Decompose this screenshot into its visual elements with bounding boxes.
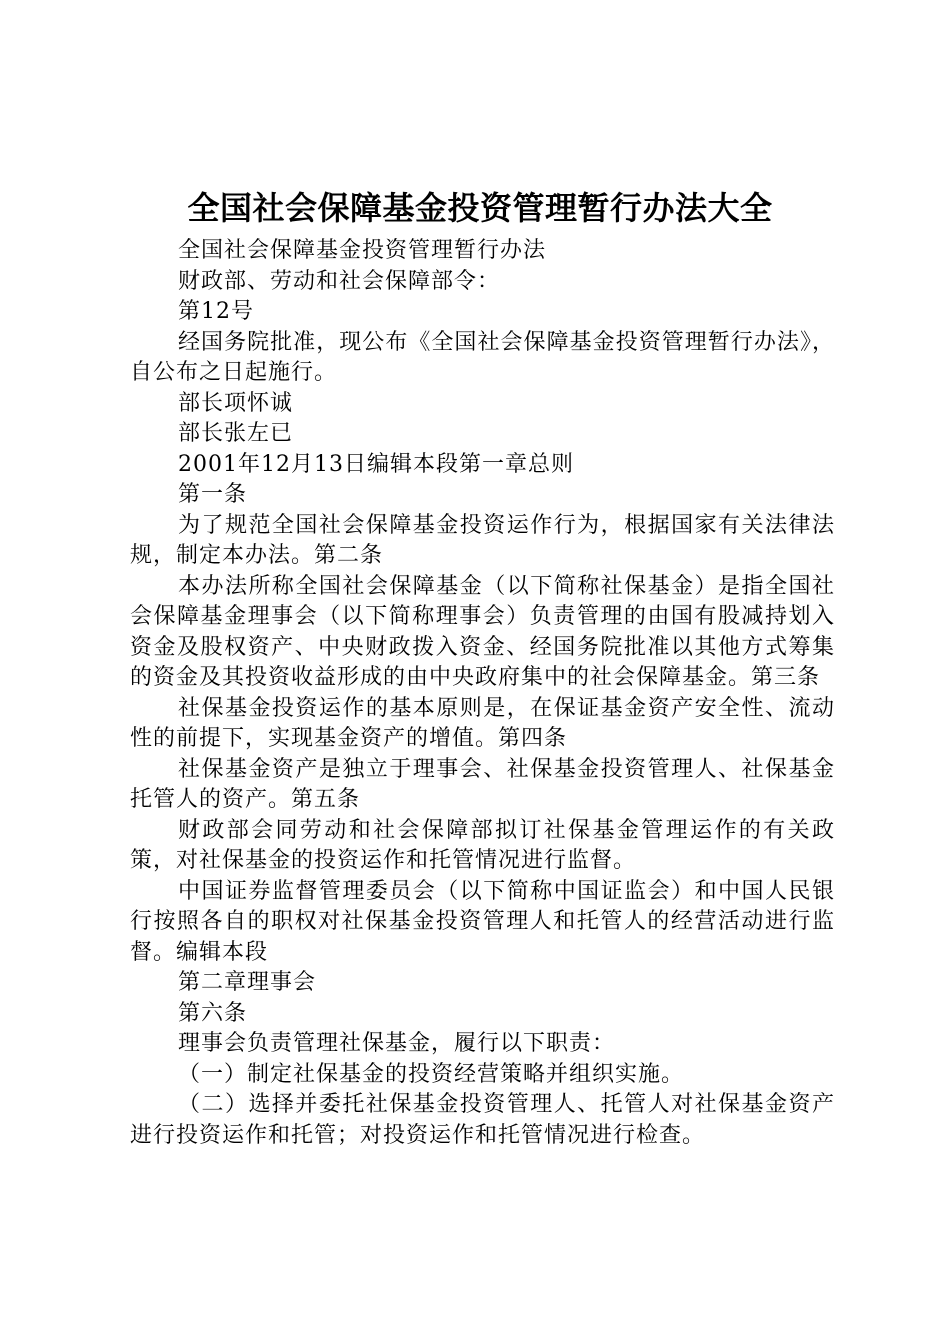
paragraph-article-5: 财政部会同劳动和社会保障部拟订社保基金管理运作的有关政策，对社保基金的投资运作和托管情况进行监督。 [130,817,835,873]
paragraph-law-name: 全国社会保障基金投资管理暂行办法 [178,238,547,263]
paragraph-article-6-heading: 第六条 [178,1000,248,1026]
paragraph-chapter-2-heading: 第二章理事会 [178,970,317,995]
paragraph-article-1-heading: 第一条 [178,482,248,507]
paragraph-article-5-cont: 中国证券监督管理委员会（以下简称中国证监会）和中国人民银行按照各自的职权对社保基金投资管理人和托管人的经营活动进行监督。编辑本段 [130,878,835,965]
paragraph-signatory-2: 部长张左已 [178,421,294,446]
paragraph-decree-issuer: 财政部、劳动和社会保障部令： [178,268,501,294]
paragraph-signatory-1: 部长项怀诚 [178,390,294,416]
paragraph-article-2: 本办法所称全国社会保障基金（以下简称社保基金）是指全国社会保障基金理事会（以下简称理事会）负责管理的由国有股减持划入资金及股权资产、中央财政拨入资金、经国务院批准以其他方式筹集的资金及其投资收益形成的由中央政府集中的社会保障基金。第三条 [130,573,835,690]
paragraph-article-6-intro: 理事会负责管理社保基金，履行以下职责： [178,1031,616,1056]
paragraph-article-6-item-1: （一）制定社保基金的投资经营策略并组织实施。 [178,1061,685,1087]
paragraph-decree-number: 第12号 [178,299,254,324]
paragraph-article-3: 社保基金投资运作的基本原则是，在保证基金资产安全性、流动性的前提下，实现基金资产的增值。第四条 [130,695,835,751]
paragraph-date-chapter-1: 2001年12月13日编辑本段第一章总则 [178,451,574,477]
document-title: 全国社会保障基金投资管理暂行办法大全 [187,189,773,227]
paragraph-article-4: 社保基金资产是独立于理事会、社保基金投资管理人、社保基金托管人的资产。第五条 [130,756,835,812]
paragraph-announcement: 经国务院批准，现公布《全国社会保障基金投资管理暂行办法》，自公布之日起施行。 [130,329,835,385]
paragraph-article-1: 为了规范全国社会保障基金投资运作行为，根据国家有关法律法规，制定本办法。第二条 [130,512,835,568]
paragraph-article-6-item-2: （二）选择并委托社保基金投资管理人、托管人对社保基金资产进行投资运作和托管；对投资运作和托管情况进行检查。 [130,1092,835,1148]
document-body [130,236,835,1151]
